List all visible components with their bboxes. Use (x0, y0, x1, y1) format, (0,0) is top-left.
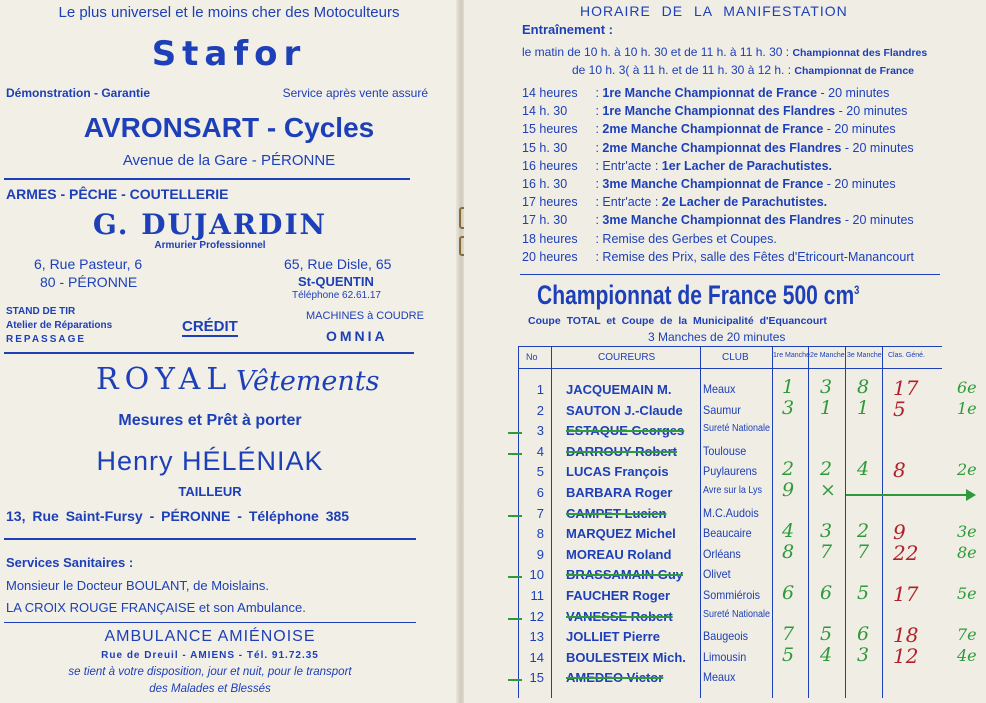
schedule-desc: Remise des Prix, salle des Fêtes d'Etricourt-Manancourt (602, 249, 914, 264)
schedule-desc-bold: 3me Manche Championnat des Flandres (602, 213, 842, 228)
telephone-text: Téléphone 62.61.17 (292, 290, 381, 301)
schedule-item (522, 232, 777, 246)
schedule-desc-bold: 1re Manche Championnat des Flandres (602, 104, 836, 119)
dujardin-title: G. DUJARDIN (92, 208, 328, 241)
rider-total: 5 (893, 396, 906, 421)
strike-mark (508, 453, 522, 455)
rider-club: Limousin (703, 649, 747, 664)
stand-line1: STAND DE TIR (6, 306, 76, 317)
coupe-text: Coupe TOTAL et Coupe de la Municipalité d'Equancourt (528, 315, 827, 327)
machines-text: MACHINES à COUDRE (306, 310, 424, 322)
schedule-desc-bold: 1re Manche Championnat de France (602, 86, 818, 100)
championnat-title (537, 280, 859, 311)
schedule-desc-bold: 2me Manche Championnat des Flandres (602, 140, 842, 155)
divider (4, 352, 414, 354)
rider-name: BARBARA Roger (566, 485, 673, 500)
schedule-desc: Entr'acte : (602, 158, 659, 173)
header-manche1: 1re Manche (773, 352, 810, 359)
schedule-desc-bold: 3me Manche Championnat de France (602, 177, 824, 191)
rider-rank: 4e (957, 645, 977, 665)
divider (4, 622, 416, 623)
mesures-text: Mesures et Prêt à porter (118, 412, 302, 429)
matin-line2-text: de 10 h. 3( à 11 h. et de 11 h. 30 à 12 h. : (572, 63, 792, 77)
strike-mark (508, 679, 522, 681)
rider-number: 5 (536, 464, 544, 480)
table-border (551, 346, 552, 698)
table-border (772, 346, 773, 698)
rider-manche3: 1 (857, 396, 870, 419)
rider-manche1: 5 (782, 643, 795, 666)
header-manche3: 3e Manche (847, 352, 882, 359)
schedule-desc: - 20 minutes (826, 177, 896, 191)
rider-total: 8 (893, 458, 906, 483)
omnia-text: OMNIA (326, 328, 388, 344)
matin-line1-bold: Championnat des Flandres (792, 47, 928, 59)
schedule-desc-bold: 1er Lacher de Parachutistes. (661, 158, 833, 173)
matin-line1 (522, 45, 927, 59)
ambulance-line1: se tient à votre disposition, jour et nuit, pour le transport (68, 666, 352, 678)
rider-manche1: 4 (782, 520, 795, 543)
rider-manche2: 1 (820, 396, 833, 419)
table-border (700, 346, 701, 698)
header-coureurs: COUREURS (598, 352, 656, 363)
address-peronne-line1: 6, Rue Pasteur, 6 (34, 256, 143, 272)
stand-line3: REPASSAGE (6, 334, 87, 345)
schedule-separator: : (592, 249, 603, 264)
vetements-title: Vêtements (236, 366, 380, 397)
rider-manche3: 8 (857, 376, 870, 398)
schedule-separator: : (592, 195, 603, 210)
services-heading: Services Sanitaires : (6, 555, 134, 570)
schedule-item (522, 250, 914, 264)
rider-number: 11 (530, 588, 544, 603)
schedule-time: 16 h. 30 (522, 177, 568, 191)
strike-mark (508, 432, 522, 434)
rider-club: Beaucaire (703, 526, 752, 541)
armurier-text: Armurier Professionnel (154, 240, 266, 251)
address-peronne-line2: 80 - PÉRONNE (40, 274, 138, 290)
schedule-desc: Remise des Gerbes et Coupes. (602, 231, 777, 246)
schedule-time: 17 heures (522, 195, 578, 210)
ambulance-address: Rue de Dreuil - AMIENS - Tél. 91.72.35 (101, 650, 319, 661)
rider-total: 22 (893, 540, 919, 565)
heleniak-title: Henry HÉLÉNIAK (96, 446, 324, 476)
address-stquentin-line1: 65, Rue Disle, 65 (284, 256, 392, 272)
rider-name: JACQUEMAIN M. (566, 382, 672, 397)
ambulance-line2: des Malades et Blessés (149, 683, 271, 695)
table-border (518, 368, 942, 369)
rider-number: 9 (536, 546, 544, 562)
rider-rank: 1e (957, 398, 977, 418)
header-manche2: 2e Manche (810, 352, 845, 359)
schedule-item (522, 213, 914, 227)
rider-club: Sommiérois (703, 588, 761, 602)
schedule-time: 15 heures (522, 122, 578, 137)
rider-number: 8 (536, 526, 544, 542)
table-border (808, 346, 809, 698)
avronsart-address: Avenue de la Gare - PÉRONNE (122, 152, 336, 169)
rider-number: 13 (529, 629, 544, 645)
matin-line1-text: le matin de 10 h. à 10 h. 30 et de 11 h. à 11 h. 30 : (522, 45, 790, 59)
matin-line2-bold: Championnat de France (794, 65, 915, 77)
table-border (845, 346, 846, 698)
horaire-title: HORAIRE DE LA MANIFESTATION (580, 3, 848, 19)
rider-rank: 7e (957, 625, 977, 645)
strike-mark (508, 576, 522, 578)
rider-manche2: 4 (820, 643, 833, 666)
rider-rank: 3e (957, 522, 977, 542)
schedule-separator: : (592, 122, 603, 137)
schedule-desc: - 20 minutes (838, 104, 908, 119)
rider-total: 18 (893, 623, 919, 648)
rider-manche1: 9 (782, 479, 795, 501)
schedule-time: 18 heures (522, 231, 578, 246)
service-text: Service après vente assuré (282, 86, 428, 100)
manches-text: 3 Manches de 20 minutes (648, 330, 786, 344)
rider-number: 14 (529, 649, 544, 665)
rider-name: BRASSAMAIN Guy (566, 567, 684, 583)
rider-manche1: 6 (782, 582, 795, 604)
divider (4, 178, 410, 180)
rider-name: JOLLIET Pierre (566, 629, 660, 645)
rider-name: CAMPET Lucien (566, 505, 667, 521)
rider-name: MARQUEZ Michel (566, 526, 676, 542)
rider-manche3: 4 (857, 458, 870, 481)
rider-manche2: 2 (820, 458, 833, 481)
table-border (882, 346, 883, 698)
championnat-title-text: Championnat de France 500 cm (537, 280, 855, 310)
schedule-desc: - 20 minutes (826, 122, 896, 137)
header-num: No (526, 352, 538, 362)
rider-manche2: 5 (820, 623, 833, 646)
rider-manche1: 2 (782, 458, 795, 481)
table-border (518, 346, 519, 698)
stand-line2: Atelier de Réparations (6, 320, 113, 331)
rider-manche3: 2 (857, 520, 870, 543)
schedule-separator: : (592, 86, 603, 100)
rider-rank: 6e (957, 378, 977, 397)
rider-name: DARROUY Robert (566, 443, 677, 459)
divider (520, 274, 940, 275)
rider-number: 10 (529, 567, 544, 583)
arrow-head-icon (966, 489, 976, 501)
schedule-item (522, 122, 896, 136)
credit-label: CRÉDIT (182, 318, 238, 335)
rider-rank: 8e (957, 542, 977, 562)
rider-name: BOULESTEIX Mich. (566, 649, 686, 665)
avronsart-title: AVRONSART - Cycles (83, 112, 375, 143)
strike-mark (508, 618, 522, 620)
tagline: Le plus universel et le moins cher des Motoculteurs (58, 4, 400, 21)
rider-manche2: 3 (820, 376, 833, 398)
rider-name: VANESSE Robert (566, 608, 673, 624)
rider-total: 9 (893, 520, 906, 545)
schedule-time: 14 h. 30 (522, 104, 568, 119)
schedule-desc: - 20 minutes (844, 140, 914, 155)
strike-mark (508, 515, 522, 517)
rider-manche2: × (820, 479, 836, 501)
rider-club: Meaux (703, 670, 736, 685)
rider-number: 4 (536, 443, 544, 459)
address-stquentin-line2: St-QUENTIN (298, 274, 374, 289)
schedule-separator: : (592, 104, 603, 119)
rider-club: Avre sur la Lys (703, 485, 763, 496)
rider-number: 7 (536, 505, 544, 521)
schedule-item (522, 159, 832, 173)
table-border (518, 346, 942, 347)
rider-club: M.C.Audois (703, 505, 759, 520)
rider-name: ESTAQUE Georges (566, 423, 685, 439)
rider-manche3: 5 (857, 582, 870, 604)
rider-manche3: 7 (857, 540, 870, 563)
rider-club: Puylaurens (703, 464, 758, 479)
header-classement: Clas. Géné. (888, 352, 925, 359)
rider-manche3: 3 (857, 643, 870, 666)
schedule-time: 20 heures (522, 249, 578, 264)
schedule-separator: : (592, 140, 603, 155)
schedule-time: 16 heures (522, 158, 578, 173)
rider-manche1: 8 (782, 540, 795, 563)
schedule-item (522, 195, 827, 209)
schedule-separator: : (592, 213, 603, 228)
stafor-title: Stafor (151, 34, 307, 74)
rider-manche2: 3 (820, 520, 833, 543)
schedule-time: 17 h. 30 (522, 213, 568, 228)
header-club: CLUB (722, 352, 749, 363)
rider-club: Sureté Nationale (703, 608, 771, 620)
schedule-desc-bold: 2e Lacher de Parachutistes. (661, 195, 828, 210)
rider-club: Olivet (703, 567, 731, 582)
rider-number: 6 (536, 485, 544, 500)
entrainement-heading: Entraînement : (522, 22, 614, 37)
ambulance-title: AMBULANCE AMIÉNOISE (104, 628, 316, 645)
rider-manche1: 1 (782, 376, 795, 398)
croix-rouge-text: LA CROIX ROUGE FRANÇAISE et son Ambulance. (6, 600, 306, 615)
matin-line2 (572, 63, 914, 77)
rider-total: 17 (893, 582, 919, 606)
rider-club: Toulouse (703, 443, 747, 458)
rider-total: 17 (893, 376, 919, 400)
divider (4, 538, 416, 540)
schedule-time: 15 h. 30 (522, 140, 568, 155)
rider-name: LUCAS François (566, 464, 669, 480)
rider-club: Sureté Nationale (703, 423, 771, 435)
rider-rank: 5e (957, 584, 977, 603)
arrow-line (846, 494, 970, 496)
rider-name: AMEDEO Victor (566, 670, 664, 686)
rider-manche2: 7 (820, 540, 833, 563)
rider-club: Saumur (703, 402, 741, 417)
tailleur-text: TAILLEUR (178, 484, 242, 499)
schedule-separator: : (592, 158, 603, 173)
rider-manche2: 6 (820, 582, 833, 604)
rider-name: MOREAU Roland (566, 546, 672, 562)
schedule-desc-bold: 2me Manche Championnat de France (602, 122, 824, 137)
schedule-time: 14 heures (522, 86, 578, 100)
schedule-item (522, 177, 896, 191)
schedule-item (522, 86, 889, 100)
rider-number: 2 (536, 402, 544, 418)
schedule-desc: - 20 minutes (844, 213, 914, 228)
schedule-separator: : (592, 231, 603, 246)
rider-number: 15 (529, 670, 544, 686)
rider-rank: 2e (957, 460, 977, 480)
rider-club: Baugeois (703, 629, 749, 644)
schedule-item (522, 141, 914, 155)
rider-club: Meaux (703, 382, 736, 396)
armes-text: ARMES - PÊCHE - COUTELLERIE (6, 186, 229, 202)
rider-manche1: 3 (782, 396, 795, 419)
left-page (0, 0, 458, 703)
schedule-desc: - 20 minutes (820, 86, 890, 100)
rider-total: 12 (893, 643, 919, 668)
rider-number: 1 (536, 382, 544, 397)
rider-name: SAUTON J.-Claude (566, 402, 683, 418)
boulant-text: Monsieur le Docteur BOULANT, de Moislains. (6, 578, 269, 593)
demo-text: Démonstration - Garantie (6, 86, 151, 100)
championnat-title-sup: 3 (854, 283, 860, 297)
rider-club: Orléans (703, 546, 741, 561)
rider-number: 3 (536, 423, 544, 439)
rider-manche1: 7 (782, 623, 795, 646)
schedule-item (522, 104, 907, 118)
rider-manche3: 6 (857, 623, 870, 646)
rider-number: 12 (529, 608, 544, 624)
schedule-separator: : (592, 177, 603, 191)
schedule-desc: Entr'acte : (602, 195, 659, 210)
heleniak-address: 13, Rue Saint-Fursy - PÉRONNE - Téléphone 385 (6, 508, 350, 524)
royal-title: ROYAL (96, 362, 233, 397)
rider-name: FAUCHER Roger (566, 588, 671, 603)
